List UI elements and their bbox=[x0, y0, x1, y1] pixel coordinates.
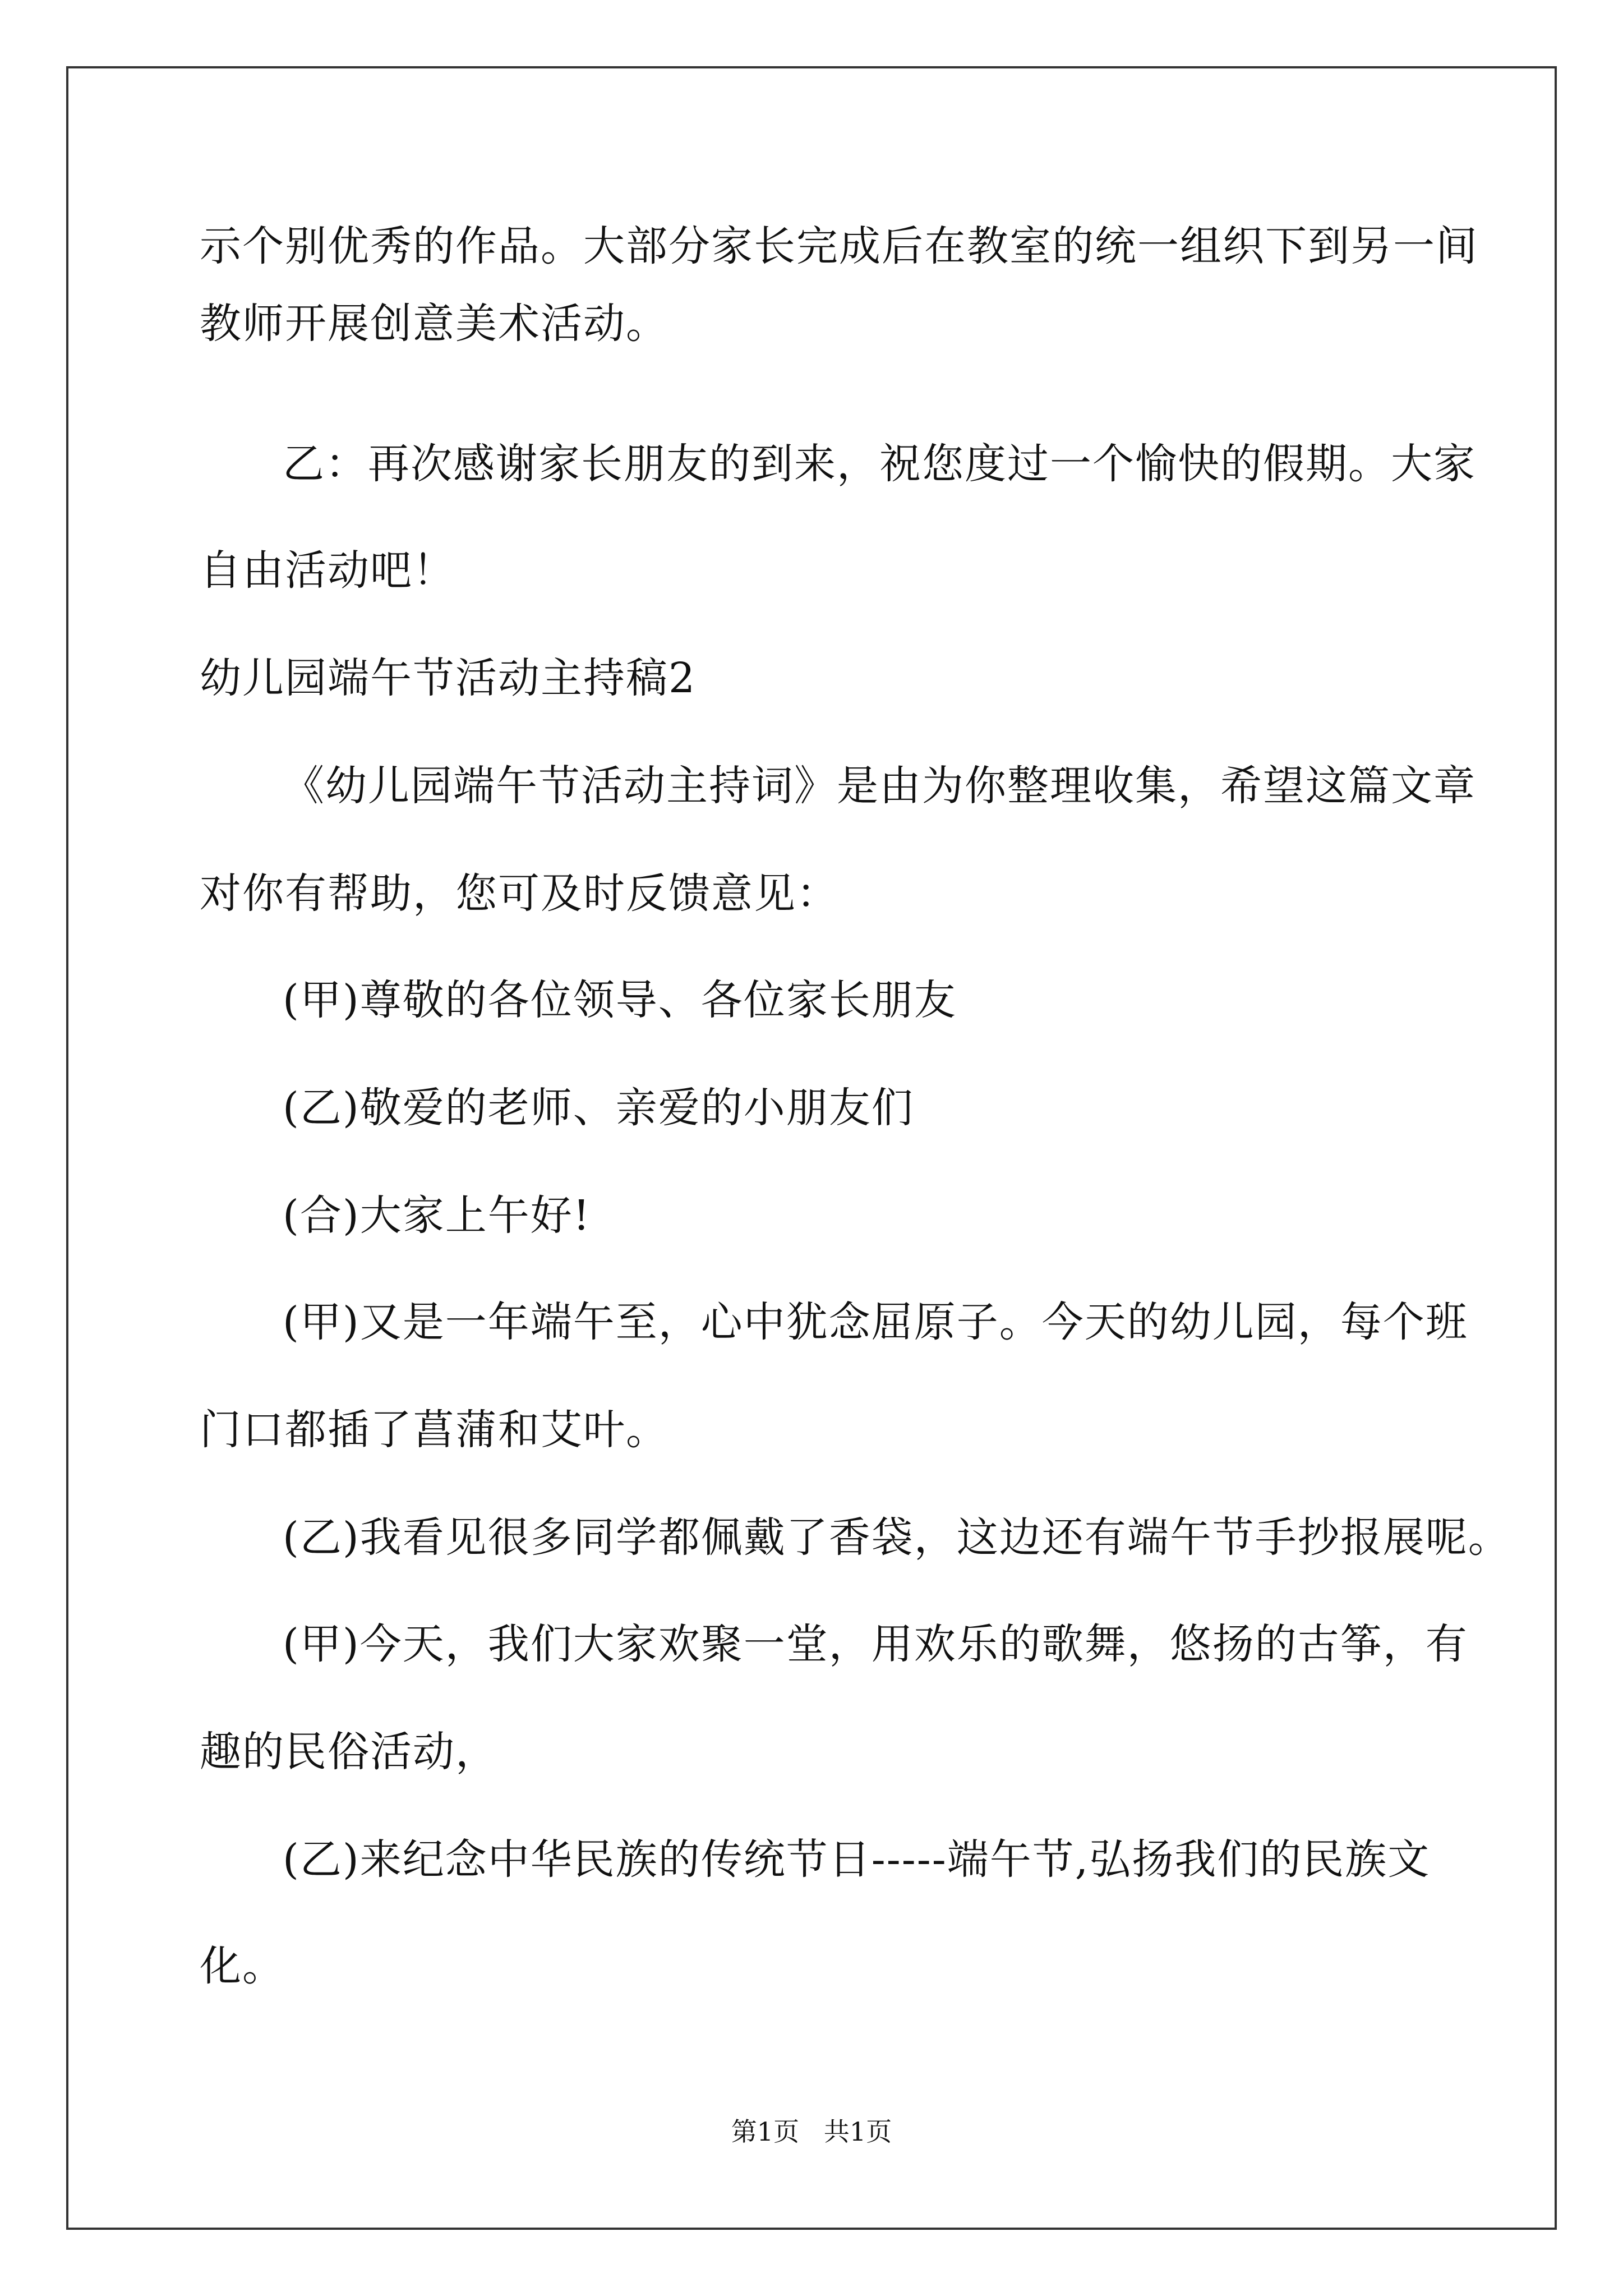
body-text-line: (合)大家上午好! bbox=[283, 1191, 591, 1240]
body-text-line: (甲)又是一年端午至，心中犹念屈原子。今天的幼儿园，每个班 bbox=[283, 1298, 1468, 1346]
page-border bbox=[66, 66, 1557, 2230]
body-text-line: 对你有帮助，您可及时反馈意见： bbox=[200, 869, 839, 918]
page-number-footer: 第1页 共1页 bbox=[731, 2116, 892, 2147]
body-text-line: 乙：再次感谢家长朋友的到来，祝您度过一个愉快的假期。大家 bbox=[283, 440, 1476, 488]
body-text-line: 自由活动吧！ bbox=[200, 546, 455, 595]
body-text-line: 示个别优秀的作品。大部分家长完成后在教室的统一组织下到另一间 bbox=[200, 222, 1478, 270]
body-text-line: 教师开展创意美术活动。 bbox=[200, 300, 668, 348]
body-text-line: 《幼儿园端午节活动主持词》是由为你整理收集，希望这篇文章 bbox=[283, 762, 1476, 810]
body-text-line: (乙)我看见很多同学都佩戴了香袋，这边还有端午节手抄报展呢。 bbox=[283, 1513, 1511, 1562]
body-text-line: (乙)敬爱的老师、亲爱的小朋友们 bbox=[283, 1084, 914, 1132]
section-heading: 幼儿园端午节活动主持稿2 bbox=[200, 654, 697, 702]
body-text-line: 化。 bbox=[200, 1942, 285, 1990]
body-text-line: (甲)尊敬的各位领导、各位家长朋友 bbox=[283, 976, 957, 1024]
body-text-line: (甲)今天，我们大家欢聚一堂，用欢乐的歌舞，悠扬的古筝，有 bbox=[283, 1620, 1468, 1668]
body-text-line: 趣的民俗活动， bbox=[200, 1728, 498, 1776]
body-text-line: 门口都插了菖蒲和艾叶。 bbox=[200, 1406, 668, 1454]
body-text-line: (乙)来纪念中华民族的传统节日-----端午节,弘扬我们的民族文 bbox=[283, 1835, 1431, 1884]
